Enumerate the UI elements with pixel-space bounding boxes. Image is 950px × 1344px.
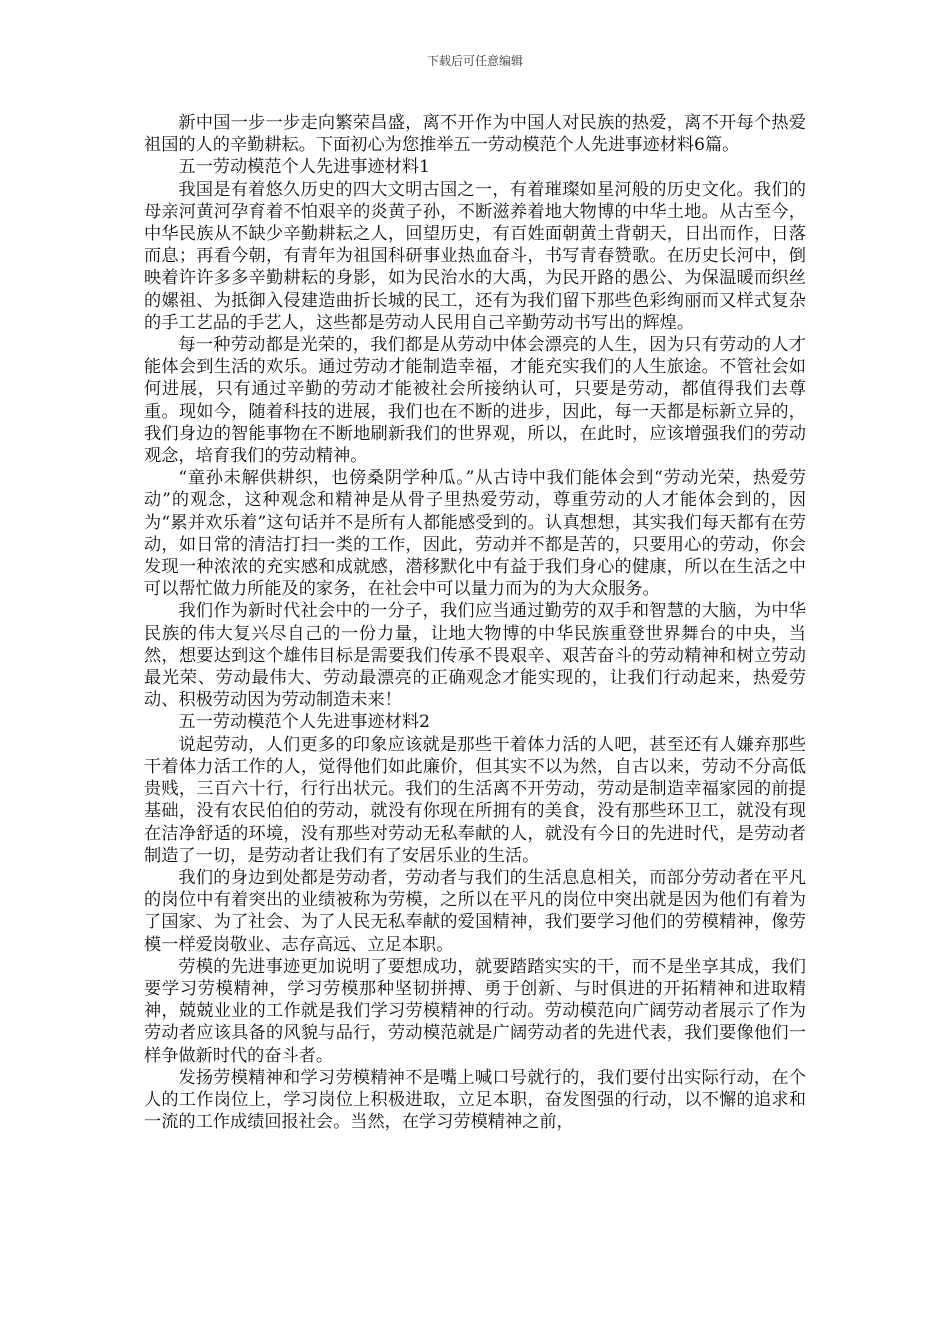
body-paragraph: 说起劳动，人们更多的印象应该就是那些干着体力活的人吧，甚至还有人嫌弃那些干着体力活工作的人，觉得他们如此廉价，但其实不以为然，自古以来，劳动不分高低贵贱，三百六十行，行行出状元。我们的生活离不开劳动，劳动是制造幸福家园的前提基础，没有农民伯伯的劳动，就没有你现在所拥有的美食，没有那些环卫工，就没有现在洁净舒适的环境，没有那些对劳动无私奉献的人，就没有今日的先进时代，是劳动者制造了一切，是劳动者让我们有了安居乐业的生活。 xyxy=(144,734,806,866)
body-paragraph: 劳模的先进事迹更加说明了要想成功，就要踏踏实实的干，而不是坐享其成，我们要学习劳模精神，学习劳模那种坚韧拼搏、勇于创新、与时俱进的开拓精神和进取精神，兢兢业业的工作就是我们学习劳模精神的行动。劳动模范向广阔劳动者展示了作为劳动者应该具备的风貌与品行，劳动模范就是广阔劳动者的先进代表，我们要像他们一样争做新时代的奋斗者。 xyxy=(144,956,806,1066)
body-paragraph: 我们的身边到处都是劳动者，劳动者与我们的生活息息相关，而部分劳动者在平凡的岗位中有着突出的业绩被称为劳模，之所以在平凡的岗位中突出就是因为他们有着为了国家、为了社会、为了人民无私奉献的爱国精神，我们要学习他们的劳模精神，像劳模一样爱岗敬业、志存高远、立足本职。 xyxy=(144,867,806,955)
page-header: 下载后可任意编辑 xyxy=(426,54,523,68)
document-body xyxy=(144,112,806,1133)
body-paragraph: 我们作为新时代社会中的一分子，我们应当通过勤劳的双手和智慧的大脑，为中华民族的伟大复兴尽自己的一份力量，让地大物博的中华民族重登世界舞台的中央，当然，想要达到这个雄伟目标是需要我们传承不畏艰辛、艰苦奋斗的劳动精神和树立劳动最光荣、劳动最伟大、劳动最漂亮的正确观念才能实现的，让我们行动起来，热爱劳动、积极劳动因为劳动制造未来！ xyxy=(144,601,806,711)
body-paragraph: 我国是有着悠久历史的四大文明古国之一，有着璀璨如星河般的历史文化。我们的母亲河黄河孕育着不怕艰辛的炎黄子孙，不断滋养着地大物博的中华土地。从古至今，中华民族从不缺少辛勤耕耘之人，回望历史，有百姓面朝黄土背朝天，日出而作，日落而息；再看今朝，有青年为祖国科研事业热血奋斗，书写青春赞歌。在历史长河中，倒映着许许多多辛勤耕耘的身影，如为民治水的大禹，为民开路的愚公、为保温暖而织丝的嫘祖、为抵御入侵建造曲折长城的民工，还有为我们留下那些色彩绚丽而又样式复杂的手工艺品的手艺人，这些都是劳动人民用自己辛勤劳动书写出的辉煌。 xyxy=(144,179,806,333)
intro-paragraph: 新中国一步一步走向繁荣昌盛，离不开作为中国人对民族的热爱，离不开每个热爱祖国的人的辛勤耕耘。下面初心为您推举五一劳动模范个人先进事迹材料6篇。 xyxy=(144,113,806,156)
body-paragraph: 每一种劳动都是光荣的，我们都是从劳动中体会漂亮的人生，因为只有劳动的人才能体会到生活的欢乐。通过劳动才能制造幸福，才能充实我们的人生旅途。不管社会如何进展，只有通过辛勤的劳动才能被社会所接纳认可，只要是劳动，都值得我们去尊重。现如今，随着科技的进展，我们也在不断的进步，因此，每一天都是标新立异的，我们身边的智能事物在不断地刷新我们的世界观，所以，在此时，应该增强我们的劳动观念，培育我们的劳动精神。 xyxy=(144,335,806,467)
body-paragraph: 发扬劳模精神和学习劳模精神不是嘴上喊口号就行的，我们要付出实际行动，在个人的工作岗位上，学习岗位上积极进取，立足本职，奋发图强的行动，以不懈的追求和一流的工作成绩回报社会。当然，在学习劳模精神之前， xyxy=(144,1067,806,1133)
section-heading-2: 五一劳动模范个人先进事迹材料2 xyxy=(178,712,430,733)
body-paragraph: “童孙未解供耕织，也傍桑阴学种瓜。”从古诗中我们能体会到“劳动光荣，热爱劳动”的观念，这种观念和精神是从骨子里热爱劳动，尊重劳动的人才能体会到的，因为“累并欢乐着”这句话并不是所有人都能感受到的。认真想想，其实我们每天都有在劳动，如日常的清洁打扫一类的工作，因此，劳动并不都是苦的，只要用心的劳动，你会发现一种浓浓的充实感和成就感，潜移默化中有益于我们身心的健康，所以在生活之中可以帮忙做力所能及的家务，在社会中可以量力而为的为大众服务。 xyxy=(144,468,806,600)
section-heading-1: 五一劳动模范个人先进事迹材料1 xyxy=(178,157,430,178)
